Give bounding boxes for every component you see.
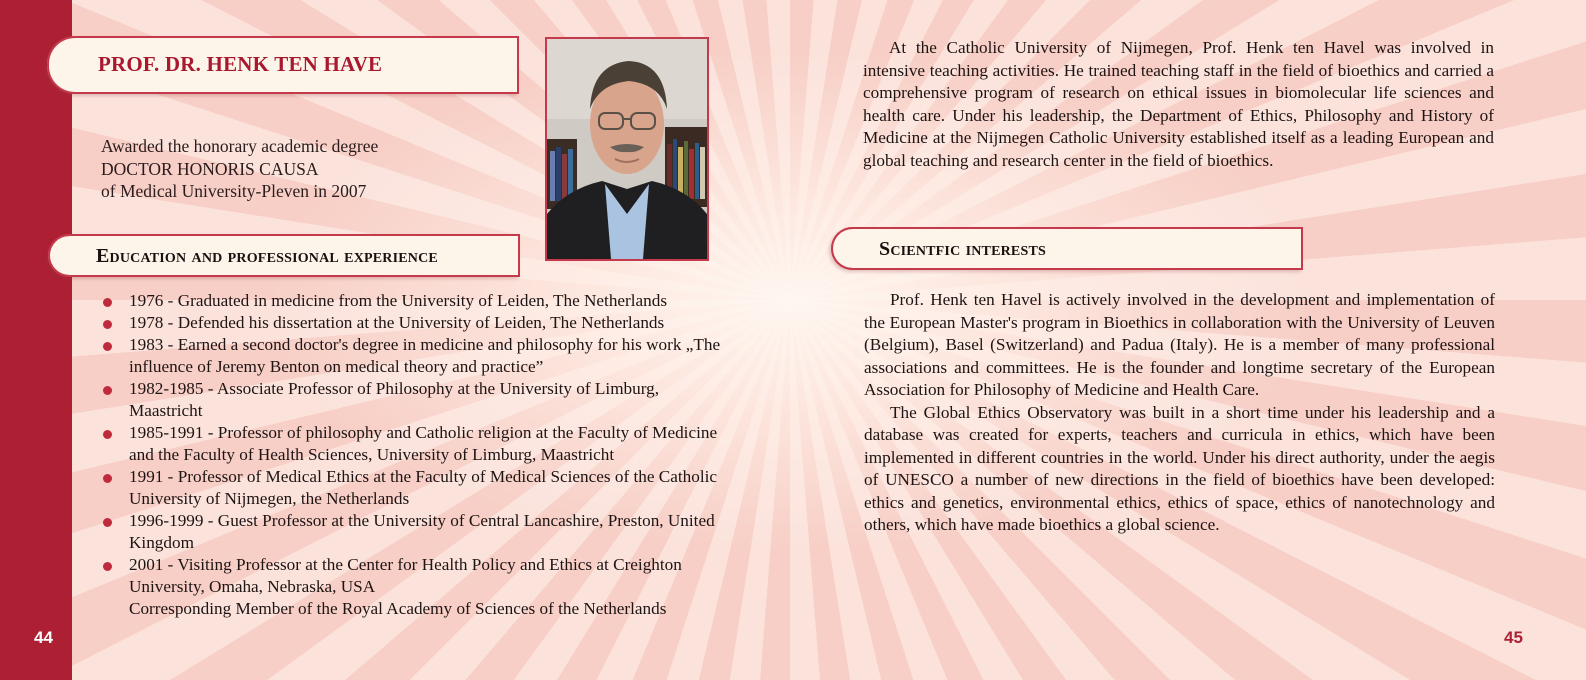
list-item: [101, 554, 721, 598]
membership-note: Corresponding Member of the Royal Academy of Sciences of the Netherlands: [129, 599, 667, 618]
bullet-icon: [103, 298, 112, 307]
portrait-image: [547, 39, 707, 259]
bullet-icon: [103, 518, 112, 527]
bullet-icon: [103, 562, 112, 571]
list-item: [101, 290, 721, 312]
list-item: [101, 466, 721, 510]
list-item-text: 1991 - Professor of Medical Ethics at the Faculty of Medical Sciences of the Catholic University of Nijmegen, the Netherlands: [129, 467, 718, 508]
scientific-interests-heading: Scientfic interests: [879, 238, 1046, 260]
list-item: [101, 422, 721, 466]
bullet-icon: [103, 342, 112, 351]
education-heading: Education and professional experience: [96, 245, 438, 267]
list-item: [101, 334, 721, 378]
list-item-text: 1982-1985 - Associate Professor of Philosophy at the University of Limburg, Maastricht: [129, 379, 660, 420]
scientific-interests-text: [864, 289, 1495, 537]
name-banner: [47, 36, 519, 94]
list-item-text: 2001 - Visiting Professor at the Center for Health Policy and Ethics at Creighton University, Omaha, Nebraska, USA: [129, 555, 682, 596]
page-number-right: 45: [1504, 628, 1523, 647]
scientific-interests-banner: [831, 227, 1303, 270]
list-item: [101, 312, 721, 334]
award-line: DOCTOR HONORIS CAUSA: [101, 158, 319, 179]
bullet-icon: [103, 386, 112, 395]
page-number-left: 44: [34, 628, 53, 647]
left-spine-bar: [0, 0, 72, 680]
scientific-paragraph: The Global Ethics Observatory was built in a short time under his leadership and a database was created for experts, teachers and curricula in ethics, which have been implemented in different countries in the world. Under his direct authority, under the aegis of UNESCO a number of new directions in the field of bioethics have been developed: ethics and genetics, environmental ethics, ethics of space, ethics of nanotechnology and others, which have made bioethics a global science.: [864, 402, 1495, 534]
education-list: [101, 290, 721, 620]
person-name: PROF. DR. HENK TEN HAVE: [98, 52, 383, 76]
portrait-photo: [545, 37, 709, 261]
bullet-icon: [103, 320, 112, 329]
intro-paragraph: At the Catholic University of Nijmegen, Prof. Henk ten Havel was involved in intensive teaching activities. He trained teaching staff in the field of bioethics and carried a comprehensive program of research on ethical issues in biomolecular life sciences and health care. Under his leadership, the Department of Ethics, Philosophy and History of Medicine at the Nijmegen Catholic University established itself as a leading European and global teaching and research center in the field of bioethics.: [863, 38, 1494, 170]
list-item-text: 1983 - Earned a second doctor's degree in medicine and philosophy for his work „The influence of Jeremy Benton on medical theory and practice”: [129, 335, 721, 376]
education-banner: [48, 234, 520, 277]
list-item-text: 1976 - Graduated in medicine from the University of Leiden, The Netherlands: [129, 291, 668, 310]
list-item: [101, 378, 721, 422]
award-description: [101, 135, 378, 203]
intro-paragraph-block: [863, 37, 1494, 172]
bullet-icon: [103, 430, 112, 439]
list-item-text: 1996-1999 - Guest Professor at the University of Central Lancashire, Preston, United Kingdom: [129, 511, 715, 552]
award-line: Awarded the honorary academic degree: [101, 136, 379, 156]
award-line: of Medical University-Pleven in 2007: [101, 181, 367, 201]
list-item-text: 1978 - Defended his dissertation at the University of Leiden, The Netherlands: [129, 313, 665, 332]
list-item: [101, 510, 721, 554]
list-item-text: 1985-1991 - Professor of philosophy and Catholic religion at the Faculty of Medicine and the Faculty of Health Sciences, University of Limburg, Maastricht: [129, 423, 718, 464]
scientific-paragraph: Prof. Henk ten Havel is actively involved in the development and implementation of the European Master's program in Bioethics in collaboration with the University of Leuven (Belgium), Basel (Switzerland) and Padua (Italy). He is a member of many professional associations and committees. He is the founder and longtime secretary of the European Association for Philosophy of Medicine and Health Care.: [864, 290, 1495, 399]
bullet-icon: [103, 474, 112, 483]
